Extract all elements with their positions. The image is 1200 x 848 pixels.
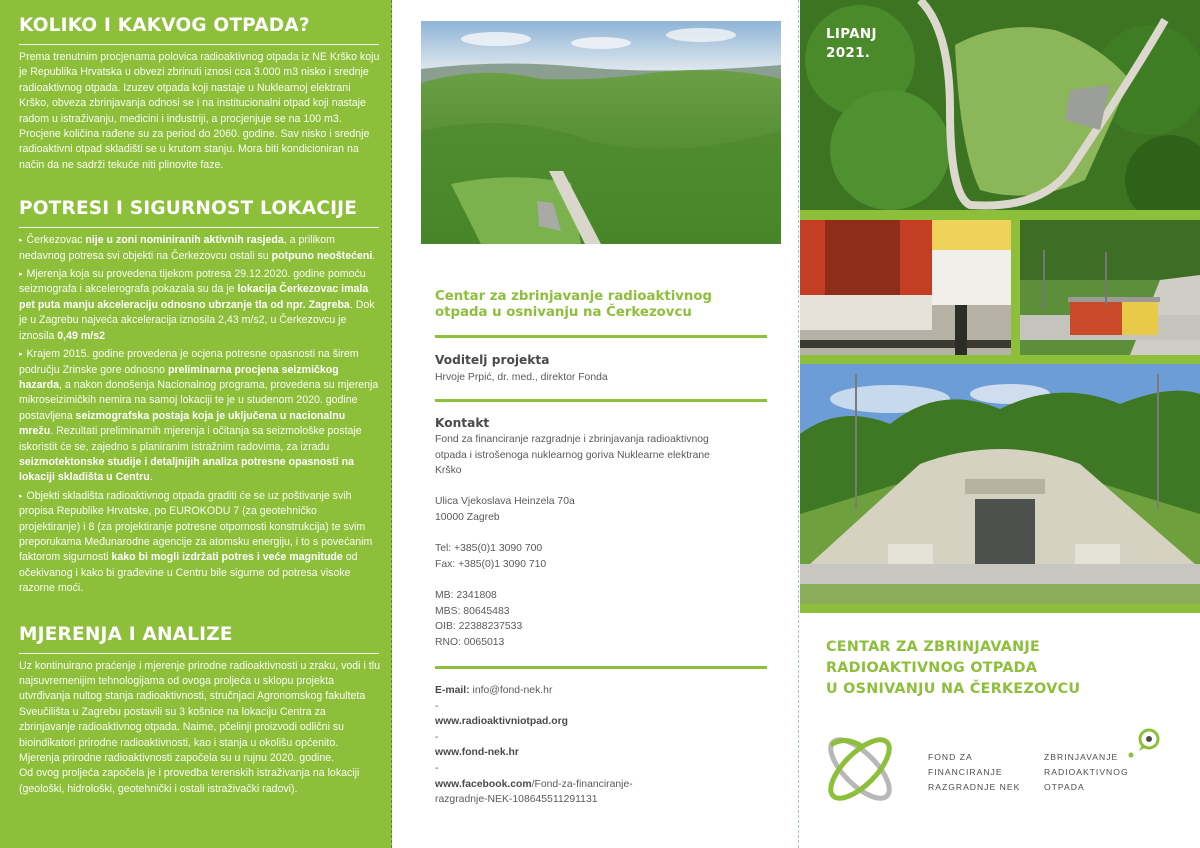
divider: [19, 44, 379, 45]
facebook-path-line-2[interactable]: razgradnje-NEK-108645511291131: [435, 794, 598, 806]
separator: -: [435, 700, 439, 712]
body-text: . Rezultati preliminarnih mjerenja i očitanja sa seizmološke postaje iskoristit će se, zajedno s planiranim istražnim radovima, za izradu: [19, 425, 362, 453]
logo-text-line: RADIOAKTIVNOG: [1044, 767, 1129, 777]
org-line: Krško: [435, 465, 462, 477]
phone-number[interactable]: Tel: +385(0)1 3090 700: [435, 543, 543, 554]
links-block: [435, 683, 765, 808]
beehives-roadside-photo: [1020, 220, 1200, 355]
section-title-waste: KOLIKO I KAKVOG OTPADA?: [19, 15, 310, 36]
bullet-item: [19, 489, 381, 597]
emphasis-text: seizmografska postaja koja je uključena u nacionalnu mrežu: [19, 409, 346, 438]
divider: [435, 666, 767, 669]
beehives-roadside-illustration: [1020, 220, 1200, 355]
right-panel: [800, 0, 1200, 848]
street-address: Ulica Vjekoslava Heinzela 70a: [435, 496, 575, 507]
fond-logo-icon: [825, 733, 895, 810]
date-month: LIPANJ: [826, 26, 877, 42]
logo-text-line: FINANCIRANJE: [928, 767, 1003, 777]
bullet-arrow-icon: ▸: [19, 271, 25, 279]
email-link[interactable]: info@fond-nek.hr: [469, 685, 553, 696]
green-band: [800, 210, 1200, 220]
separator: -: [435, 762, 439, 774]
emphasis-text: seizmotektonske studije i detaljnijih analiza potresne opasnosti na lokaciji skladišta u Centru: [19, 455, 354, 484]
body-text: Čerkezovac: [26, 234, 86, 247]
body-text: , a prilikom nedavnog potresa svi objekti na Čerkezovcu ostali su: [19, 234, 335, 262]
location-pin-icon: [1127, 727, 1163, 766]
body-text: Krajem 2015. godine provedena je ocjena potresne opasnosti na širem području Zrinske gore odnosno: [19, 348, 359, 376]
bullet-item: [19, 347, 381, 486]
website-link-radioaktivniotpad[interactable]: www.radioaktivniotpad.org: [435, 716, 568, 728]
cover-title-line-3: U OSNIVANJU NA ČERKEZOVCU: [826, 681, 1081, 697]
email-label: E-mail:: [435, 685, 470, 696]
center-title: [435, 289, 765, 321]
mb-number: MB: 2341808: [435, 590, 497, 601]
bullet-item: [19, 267, 381, 344]
logo-text-line: FOND ZA: [928, 752, 973, 762]
divider: [19, 227, 379, 228]
body-text: Objekti skladišta radioaktivnog otpada graditi će se uz poštivanje svih propisa Republike Hrvatske, po EUROKODU 7 (za geotehničko projektiranje) i 8 (za projektiranje potresne otpornosti konstrukcija) te svim preporukama Međunarodne agencije za atomsku energiju, i to s povećanim faktorom sigurnosti: [19, 489, 373, 564]
separator: -: [435, 731, 439, 743]
oib-number: OIB: 22388237533: [435, 621, 523, 633]
emphasis-text: lokacija Čerkezovac imala pet puta manju akceleraciju odnosno ubrzanje tla od npr. Zagreba: [19, 283, 369, 311]
emphasis-text: potpuno neoštećeni: [271, 249, 373, 262]
center-title-line-2: otpada u osnivanju na Čerkezovcu: [435, 305, 692, 320]
emphasis-text: preliminarna procjena seizmičkog hazarda: [19, 363, 339, 391]
cover-title-line-1: CENTAR ZA ZBRINJAVANJE: [826, 639, 1041, 655]
zbrinjavanje-logo-text: [1044, 750, 1129, 795]
fond-logo-text: [928, 750, 1020, 795]
storage-bunker-photo: [800, 364, 1200, 604]
section-title-earthquakes: POTRESI I SIGURNOST LOKACIJE: [19, 198, 358, 220]
section-body-earthquakes: [19, 233, 381, 596]
logo-text-line: OTPADA: [1044, 782, 1085, 792]
mbs-number: MBS: 80645483: [435, 605, 510, 617]
emphasis-text: kako bi mogli izdržati potres i veće magnitude: [111, 551, 343, 564]
project-lead-heading: Voditelj projekta: [435, 353, 550, 367]
bullet-arrow-icon: ▸: [19, 492, 25, 500]
emphasis-text: 0,49 m/s2: [57, 329, 105, 342]
org-line: otpada i istrošenoga nuklearnog goriva Nuklearne elektrane: [435, 449, 710, 461]
org-line: Fond za financiranje razgradnje i zbrinjavanja radioaktivnog: [435, 434, 709, 445]
facebook-link[interactable]: [435, 777, 765, 793]
body-text: . Dok je u Zagrebu najveća akceleracija iznosila 2,43 m/s2, u Čerkezovcu je iznosila: [19, 298, 375, 342]
left-panel: [0, 0, 392, 848]
measurements-paragraph-2: Od ovog proljeća započela je i provedba terenskih istraživanja na lokaciji (geološki, hidrološki, geotehnički i ostali istraživački radovi).: [19, 767, 360, 795]
project-lead-name: Hrvoje Prpić, dr. med., direktor Fonda: [435, 372, 608, 383]
contact-heading: Kontakt: [435, 416, 490, 430]
section-body-waste: Prema trenutnim procjenama polovica radioaktivnog otpada iz NE Krško koju je Republika Hrvatska u obvezi zbrinuti iznosi cca 3.000 m3 nisko i srednje radioaktivnog otpada. Izuzev otpada koji nastaje u Nuklearnoj elektrani Krško, obveza zbrinjavanja odnosi se i na institucionalni otpad koji nastaje radom u istraživanju, medicini i industriji, a procjenjuje se na 100 m3. Procjene količina rađene su za period do 2060. godine. Sav nisko i srednje radioaktivni otpad skladišti se u krutom stanju. Mora biti kondicioniran na način da ne sadrži tekuće niti plinovite faze.: [19, 51, 380, 171]
measurements-paragraph-1: Uz kontinuirano praćenje i mjerenje prirodne radioaktivnosti u zraku, vodi i tlu najsuvremenijim tehnologijama od ovoga proljeća u sklopu projekta utvrđivanja nultog stanja radioaktivnosti, stručnjaci Agronomskog fakulteta Sveučilišta u Zagrebu postavili su 3 košnice na lokaciju Centra za zbrinjavanje radioaktivnog otpada. Naime, pčelinji proizvodi odlični su bioindikatori prirodne radioaktivnosti, kao i stanja u okolišu općenito. Mjerenja prirodne radioaktivnosti započela su u rujnu 2020. godine.: [19, 659, 380, 765]
divider: [19, 653, 379, 654]
fax-number: Fax: +385(0)1 3090 710: [435, 558, 547, 570]
rno-number: RNO: 0065013: [435, 636, 505, 648]
bullet-arrow-icon: ▸: [19, 237, 25, 245]
body-text: Mjerenja koja su provedena tijekom potresa 29.12.2020. godine pomoću seizmografa i akcelerografa pokazala su da je: [19, 268, 366, 296]
center-title-line-1: Centar za zbrinjavanje radioaktivnog: [435, 289, 713, 304]
contact-organization: [435, 432, 765, 479]
green-band: [800, 355, 1200, 364]
beehive-closeup-illustration: [800, 220, 1011, 355]
company-registration: [435, 588, 765, 650]
green-band: [1011, 220, 1020, 355]
city: 10000 Zagreb: [435, 511, 500, 523]
divider: [435, 335, 767, 338]
contact-phone: [435, 541, 765, 572]
email-row[interactable]: [435, 683, 765, 699]
facebook-path: /Fond-za-financiranje-: [531, 778, 633, 790]
contact-address: [435, 494, 765, 525]
bullet-item: [19, 233, 381, 264]
storage-bunker-illustration: [800, 364, 1200, 604]
cover-title: [826, 637, 1080, 700]
body-text: .: [149, 471, 153, 484]
section-title-measurements: MJERENJA I ANALIZE: [19, 623, 233, 645]
body-text: , a nakon donošenja Nacionalnog programa, provedena su mjerenja mikroseizimičkih nemira na samoj lokaciji te je u studenom 2020. godine postavljena: [19, 378, 379, 422]
middle-panel: [393, 0, 799, 848]
divider: [435, 399, 767, 402]
body-text: od očekivanog i kako bi građevine u Centru bile sigurne od potresa visoke razorne moći.: [19, 551, 358, 595]
landscape-illustration: [421, 21, 781, 244]
beehive-closeup-photo: [800, 220, 1011, 355]
date-year: 2021.: [826, 45, 871, 61]
facebook-domain: www.facebook.com: [435, 778, 532, 790]
emphasis-text: nije u zoni nominiranih aktivnih rasjeda: [85, 234, 284, 247]
section-body-measurements: [19, 659, 381, 798]
bullet-arrow-icon: ▸: [19, 351, 25, 359]
publication-date: [826, 25, 877, 63]
logo-text-line: RAZGRADNJE NEK: [928, 782, 1021, 792]
body-text: .: [372, 249, 376, 262]
website-link-fond-nek[interactable]: www.fond-nek.hr: [435, 747, 519, 759]
aerial-forest-landscape-photo: [421, 21, 781, 244]
green-band: [800, 604, 1200, 613]
cover-title-line-2: RADIOAKTIVNOG OTPADA: [826, 660, 1038, 676]
logo-text-line: ZBRINJAVANJE: [1044, 752, 1119, 762]
